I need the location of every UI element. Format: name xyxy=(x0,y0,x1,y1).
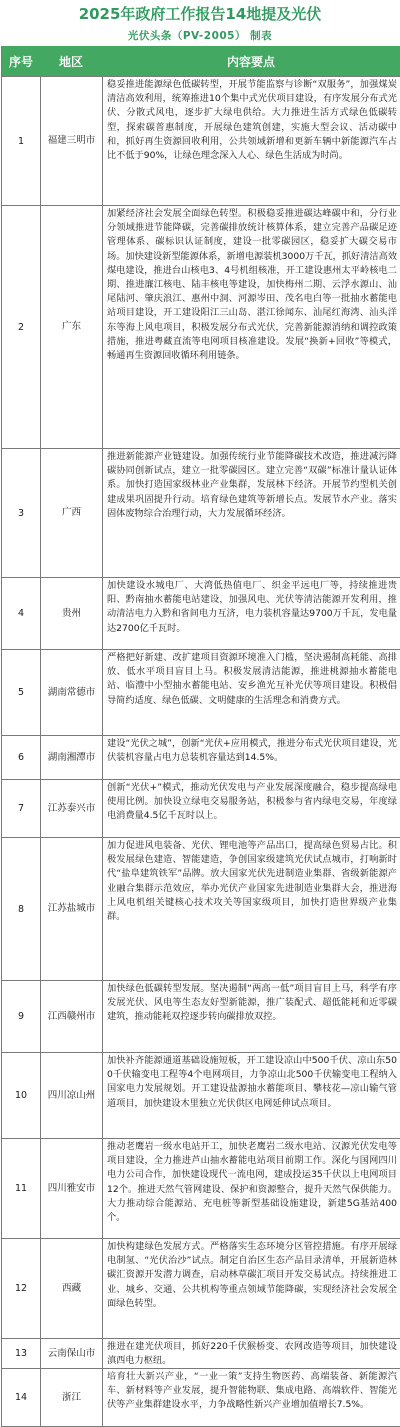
row-number: 1 xyxy=(2,77,41,205)
row-content: 加力促进风电装备、光伏、锂电池等产品出口，提高绿色贸易占比。积极发展绿色建造、智能建造，争创国家级建筑光伏试点城市，打响新时代“盐阜建筑铁军”品牌。放大国家光伏先进制造业集群、省级新能源产业融合集群示范效应，举办光伏产业国家先进制造业集群大会，推进海上风电机组关键核心技术攻关等国家级项目，加快打造世界级产业集群。 xyxy=(107,840,397,923)
row-number: 12 xyxy=(2,1239,41,1338)
row-number: 9 xyxy=(2,981,41,1052)
row-content: 推动老鹰岩一级水电站开工，加快老鹰岩二级水电站、汉源光伏发电等项目建设，全力推进芦山抽水蓄能电站项目前期工作。深化与国网四川电力公司合作，加快建设现代一流电网，建成投运35千伏以上电网项目12个。推进天然气管网建设、保护和资源整合，提升天然气保供能力。大力推动综合能源站、充电桩等新型基础设施建设，新建5G基站400个。 xyxy=(107,1141,397,1224)
row-content: 创新“光伏+”模式，推动光伏发电与产业发展深度融合，稳步提高绿电使用比例。加快设立绿电交易服务站，积极参与省内绿电交易，年度绿电消费量4.5亿千瓦时以上。 xyxy=(107,782,397,822)
row-number: 2 xyxy=(2,206,41,448)
row-region: 贵州 xyxy=(41,578,103,649)
row-content: 建设“光伏之城”，创新“光伏+应用模式，推进分布式光伏项目建设，光伏装机容量占电力总装机容量达到14.5%。 xyxy=(107,738,397,764)
page-subtitle: 光伏头条（PV-2005） 制表 xyxy=(127,30,273,42)
table-header xyxy=(2,46,400,76)
row-number: 4 xyxy=(2,578,41,649)
row-region: 江西赣州市 xyxy=(41,981,103,1052)
table-row xyxy=(2,649,400,735)
row-number: 8 xyxy=(2,838,41,980)
row-region: 西藏 xyxy=(41,1239,103,1338)
table-row xyxy=(2,76,400,205)
row-region: 广西 xyxy=(41,449,103,577)
table-row xyxy=(2,1238,400,1338)
header-region: 地区 xyxy=(58,54,83,69)
header-number: 序号 xyxy=(8,54,33,69)
row-content: 推进新能源产业链建设。加强传统行业节能降碳技术改造，推进减污降碳协同创新试点，建立一批零碳园区。建立完善“双碳”标准计量认证体系。加快打造国家级林业产业集群，发展林下经济。开展节约型机关创建成果巩固提升行动。培育绿色建筑等新增长点。发展节水产业。落实固体废物综合治理行动，大力发展循环经济。 xyxy=(107,451,397,519)
row-region: 江苏泰兴市 xyxy=(41,780,103,837)
row-region: 广东 xyxy=(41,206,103,448)
table-row xyxy=(2,837,400,980)
row-number: 7 xyxy=(2,780,41,837)
row-region: 浙江 xyxy=(41,1369,103,1426)
row-content: 加快构建绿色发展方式。严格落实生态环境分区管控措施。有序开展绿电制氢、“光伏治沙”试点。制定自治区生态产品目录清单，开展新造林碳汇资源开发潜力调查，启动林草碳汇项目开发交易试点。持续推进工业、城乡、交通、公共机构等重点领域节能降碳，实现经济社会发展全面绿色转型。 xyxy=(107,1241,397,1309)
row-number: 11 xyxy=(2,1139,41,1238)
row-content: 加快建设水城电厂、大湾低热值电厂、织金平远电厂等，持续推进贵阳、黔南抽水蓄能电站建设，加强风电、光伏等清洁能源开发利用，推动清洁电力入黔和省间电力互济，电力装机容量达9700万千瓦，发电量达2700亿千瓦时。 xyxy=(107,580,397,634)
row-content: 稳妥推进能源绿色低碳转型，开展节能监察与诊断“双服务”，加强煤炭清洁高效利用，统筹推进10个集中式光伏项目建设，有序发展分布式光伏、分散式风电，逐步扩大绿电供给。大力推进生活方式绿色低碳转型，探索碳普惠制度，开展绿色建筑创建，实施大型会议、活动碳中和，抓好再生资源回收利用，公共领域新增和更新车辆中新能源汽车占比不低于90%，让绿色理念深入人心、绿色生活成为时尚。 xyxy=(107,79,397,162)
row-content: 培育壮大新兴产业，“一业一策”支持生物医药、高端装备、新能源汽车、新材料等产业发展，提升智能物联、集成电路、高端软件、智能光伏等产业集群建设水平，力争战略性新兴产业增加值增长7.5%。 xyxy=(107,1371,397,1411)
row-region: 湖南常德市 xyxy=(41,650,103,735)
table-row xyxy=(2,448,400,577)
table-row xyxy=(2,1368,400,1426)
row-number: 3 xyxy=(2,449,41,577)
table-row xyxy=(2,577,400,649)
row-content: 加快绿色低碳转型发展。坚决遏制“两高一低”项目盲目上马，科学有序发展光伏、风电等生态友好型新能源，推广装配式、超低能耗和近零碳建筑，推动能耗双控逐步转向碳排放双控。 xyxy=(107,983,397,1023)
row-content: 推进在建光伏项目，抓好220千伏猴桥变、农网改造等项目，加快建设滇西电力枢纽。 xyxy=(107,1341,397,1367)
row-number: 5 xyxy=(2,650,41,735)
policy-table xyxy=(1,46,400,1427)
row-region: 云南保山市 xyxy=(41,1339,103,1368)
table-row xyxy=(2,1338,400,1368)
table-row xyxy=(2,735,400,779)
row-number: 13 xyxy=(2,1339,41,1368)
row-region: 福建三明市 xyxy=(41,77,103,205)
row-number: 6 xyxy=(2,736,41,779)
header-content: 内容要点 xyxy=(226,54,275,69)
row-content: 加紧经济社会发展全面绿色转型。积极稳妥推进碳达峰碳中和，分行业分领域推进节能降碳，完善碳排放统计核算体系，建立完善产品碳足迹管理体系、碳标识认证制度，建设一批零碳园区，稳妥扩大碳交易市场。加快建设新型能源体系，新增电源装机3000万千瓦，抓好清洁高效煤电建设，推进台山核电3、4号机组核准，开工建设惠州太平岭核电二期、推进廉江核电、陆丰核电等建设，加快梅州二期、云浮水源山、汕尾陆河、肇庆浪江、惠州中洞、河源岑田、茂名电白等一批抽水蓄能电站项目建设，开工建设阳江三山岛、湛江徐闻东、汕尾红海湾、汕头洋东等海上风电项目，积极发展分布式光伏，完善新能源消纳和调控政策措施，推进粤藏直流等电网项目核准建设。发展“换新+回收”等模式，畅通再生资源回收循环利用链条。 xyxy=(107,208,397,362)
page-title: 2025年政府工作报告14地提及光伏 xyxy=(78,5,322,23)
table-row xyxy=(2,779,400,837)
row-region: 四川凉山州 xyxy=(41,1053,103,1138)
row-number: 14 xyxy=(2,1369,41,1426)
row-number: 10 xyxy=(2,1053,41,1138)
row-content: 严格把好新建、改扩建项目资源环境准入门槛，坚决遏制高耗能、高排放、低水平项目盲目上马。积极发展清洁能源，推进桃源抽水蓄能电站、临澧中小型抽水蓄能电站、安乡渔光互补光伏等项目建设。积极倡导简约适度、绿色低碳、文明健康的生活理念和消费方式。 xyxy=(107,652,397,706)
row-region: 四川雅安市 xyxy=(41,1139,103,1238)
row-region: 江苏盐城市 xyxy=(41,838,103,980)
row-region: 湖南湘潭市 xyxy=(41,736,103,779)
table-row xyxy=(2,980,400,1052)
row-content: 加快补齐能源通道基础设施短板，开工建设凉山中500千伏、凉山东500千伏输变电工程等4个电网项目，力争凉山北500千伏输变电工程纳入国家电力发展规划。开工建设盐源抽水蓄能项目、攀枝花—凉山输气管道项目，加快建设木里独立光伏供区电网延伸试点项目。 xyxy=(107,1055,397,1109)
table-row xyxy=(2,1138,400,1238)
table-row xyxy=(2,1052,400,1138)
table-row xyxy=(2,205,400,448)
